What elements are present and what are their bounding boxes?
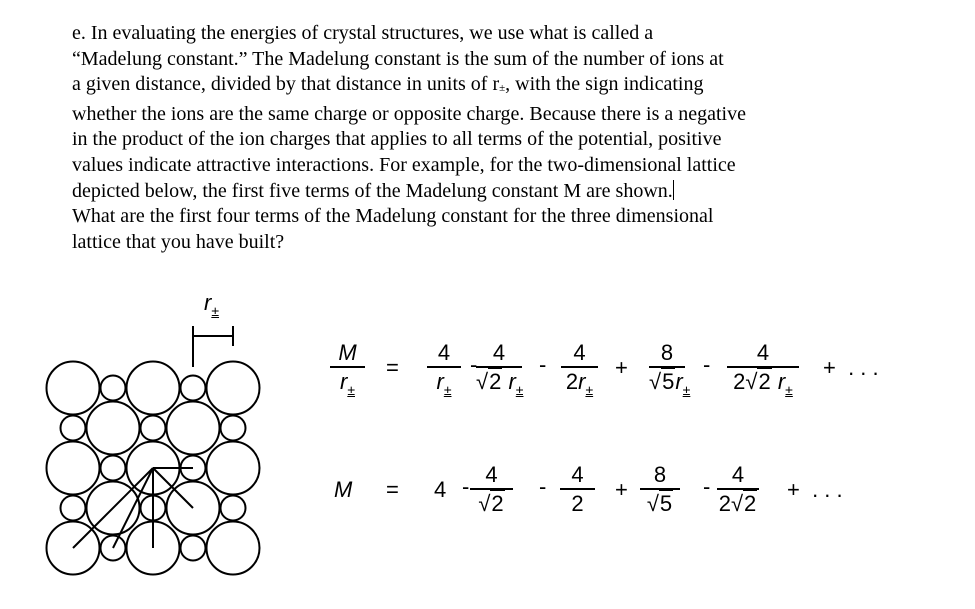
first-term: 4 xyxy=(434,477,447,502)
small-ion xyxy=(101,456,126,481)
text-line: e. In evaluating the energies of crystal structures, we use what is called a xyxy=(72,22,654,44)
operator-minus: - xyxy=(703,474,711,499)
text-line: depicted below, the first five terms of the Madelung constant M are shown. xyxy=(72,179,673,202)
series-continuation: + . . . xyxy=(823,355,879,380)
text-line: values indicate attractive interactions. For example, for the two-dimensional lattice xyxy=(72,153,736,176)
large-ion xyxy=(207,522,260,575)
lhs-symbol: M xyxy=(334,477,353,502)
small-ion xyxy=(221,416,246,441)
text-line: a given distance, divided by that distance in units of r±, with the sign indicating xyxy=(72,73,704,96)
text-line: “Madelung constant.” The Madelung constant is the sum of the number of ions at xyxy=(72,47,724,70)
small-ion xyxy=(101,376,126,401)
term-fraction: 8 $√5r_\pm$ xyxy=(649,340,691,398)
large-ion xyxy=(207,362,260,415)
series-continuation: + . . . xyxy=(787,477,843,502)
small-ion xyxy=(181,376,206,401)
operator-minus: - xyxy=(470,352,478,377)
large-ion xyxy=(127,362,180,415)
equals-sign: = xyxy=(386,477,399,502)
term-fraction: 4 √2 $r_\pm$ xyxy=(476,340,524,398)
small-ion xyxy=(61,496,86,521)
large-ion xyxy=(47,442,100,495)
text-line: in the product of the ion charges that applies to all terms of the potential, positive xyxy=(72,128,722,151)
term-fraction: 4 √2 xyxy=(470,462,513,518)
operator-minus: - xyxy=(539,474,547,499)
operator-minus: - xyxy=(539,352,547,377)
operator-plus: + xyxy=(615,355,628,380)
text-line: whether the ions are the same charge or opposite charge. Because there is a negative xyxy=(72,102,746,125)
term-fraction: 4 2√2 xyxy=(717,462,759,518)
equals-sign: = xyxy=(386,355,399,380)
operator-minus: - xyxy=(703,352,711,377)
large-ion xyxy=(87,402,140,455)
term-fraction: 4 2√2 $r_\pm$ xyxy=(727,340,799,396)
term-fraction: 4 $2r_\pm$ xyxy=(561,340,598,396)
text-line: What are the first four terms of the Madelung constant for the three dimensional xyxy=(72,205,714,228)
term-fraction: 4 2 xyxy=(560,462,595,518)
small-ion xyxy=(181,536,206,561)
operator-minus: - xyxy=(462,474,470,499)
small-ion xyxy=(221,496,246,521)
small-ion xyxy=(141,416,166,441)
small-ion xyxy=(61,416,86,441)
term-fraction: 4 $r_\pm$ xyxy=(427,340,461,396)
lhs-fraction: M $r_\pm$ xyxy=(330,340,365,396)
text-line: lattice that you have built? xyxy=(72,230,285,253)
scale-label: $r_\pm$ xyxy=(204,290,220,319)
distance-line xyxy=(153,468,193,508)
large-ion xyxy=(207,442,260,495)
operator-plus: + xyxy=(615,477,628,502)
term-fraction: 8 √5 xyxy=(640,462,680,518)
large-ion xyxy=(47,362,100,415)
large-ion xyxy=(167,402,220,455)
